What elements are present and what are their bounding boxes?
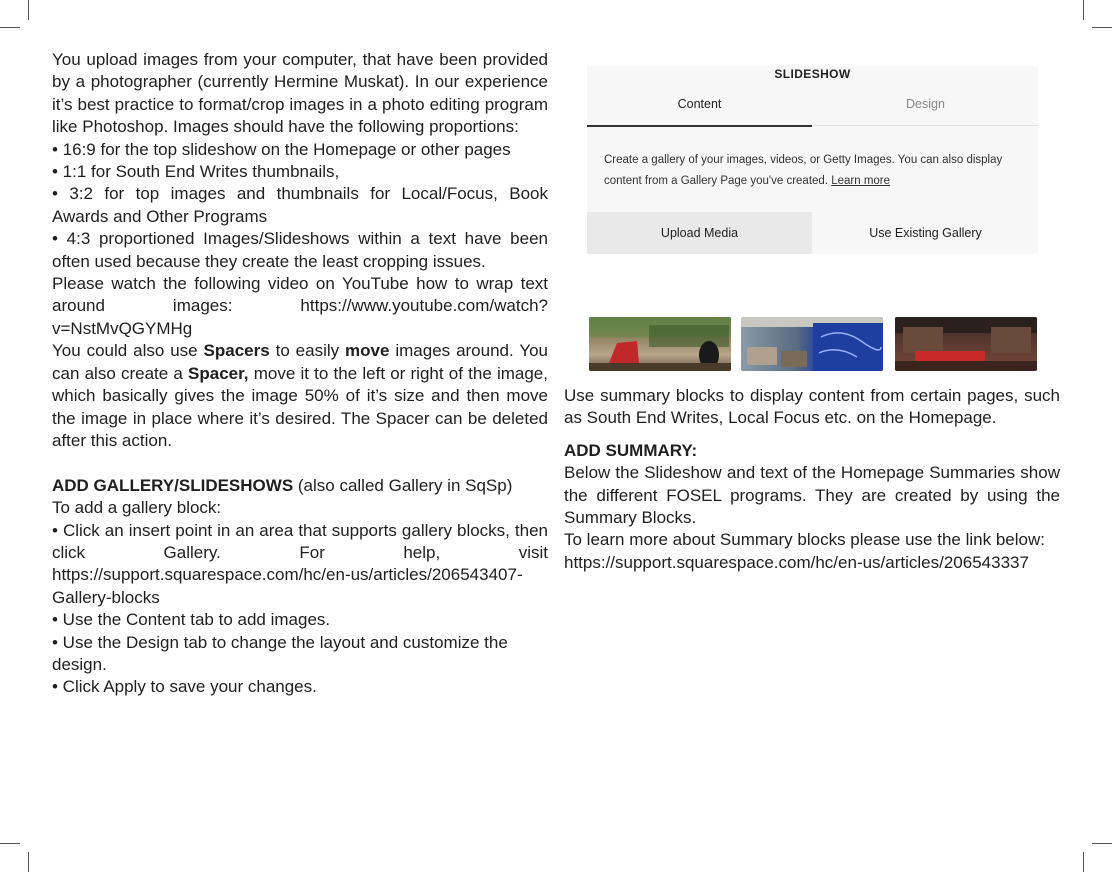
proportion-item: • 1:1 for South End Writes thumbnails,	[52, 162, 340, 182]
summary-heading: ADD SUMMARY:	[564, 440, 698, 460]
video-paragraph: Please watch the following video on YouTube how to wrap text around images: https://www.youtube.com/watch?v=NstMvQGYMHg	[52, 274, 548, 338]
panel-description: Create a gallery of your images, videos, or Getty Images. You can also display content from a Gallery Page you've created. Learn more	[604, 154, 1003, 187]
tab-content[interactable]: Content	[587, 97, 812, 127]
upload-media-button[interactable]: Upload Media	[587, 212, 812, 254]
summary-body: Below the Slideshow and text of the Homepage Summaries show the different FOSEL programs. They are created by using the Summary Blocks.	[564, 463, 1060, 528]
gallery-step: • Click an insert point in an area that supports gallery blocks, then click Gallery. For help, visit https://support.squarespace.com/hc/en-us/articles/206543407-Gallery-blocks	[52, 520, 548, 607]
crop-mark	[1083, 852, 1084, 872]
crop-mark	[28, 852, 29, 872]
gallery-step: • Use the Content tab to add images.	[52, 610, 331, 630]
gallery-step: • Use the Design tab to change the layout and customize the design.	[52, 632, 508, 674]
crop-mark	[1092, 843, 1112, 844]
move-bold: move	[345, 341, 390, 361]
slideshow-panel	[587, 66, 1038, 254]
thumbnail-lounge	[589, 317, 731, 371]
crop-mark	[28, 0, 29, 20]
spacer-bold: Spacer,	[188, 363, 249, 383]
proportion-item: • 4:3 proportioned Images/Slideshows within a text have been often used because they create the least cropping issues.	[52, 229, 548, 271]
proportion-item: • 3:2 for top images and thumbnails for Local/Focus, Book Awards and Other Programs	[52, 184, 548, 226]
gallery-intro: To add a gallery block:	[52, 498, 222, 518]
gallery-step: • Click Apply to save your changes.	[52, 677, 317, 697]
thumbnail-library	[895, 317, 1037, 371]
gallery-heading-note: (also called Gallery in SqSp)	[293, 475, 513, 495]
proportion-item: • 16:9 for the top slideshow on the Homepage or other pages	[52, 139, 511, 159]
intro-paragraph: You upload images from your computer, that have been provided by a photographer (currently Hermine Muskat). In our experience it’s best practice to format/crop images in a photo editing program like Photoshop. Images should have the following proportions:	[52, 50, 548, 137]
spacer-paragraph: You could also use Spacers to easily move images around. You can also create a Spacer, move it to the left or right of the image, which basically gives the image 50% of it’s size and then move the image in place where it’s desired. The Spacer can be deleted after this action.	[52, 341, 549, 450]
summary-link: https://support.squarespace.com/hc/en-us/articles/206543337	[564, 552, 1029, 572]
crop-mark	[1092, 27, 1112, 28]
use-existing-gallery-button[interactable]: Use Existing Gallery	[813, 212, 1038, 254]
summary-heading-line	[564, 440, 1060, 462]
panel-title: SLIDESHOW	[774, 67, 851, 81]
right-column	[564, 385, 1060, 574]
left-column	[52, 49, 548, 699]
learn-line: To learn more about Summary blocks please use the link below:	[564, 530, 1045, 550]
gallery-heading: ADD GALLERY/SLIDESHOWS	[52, 475, 294, 495]
summary-text: Use summary blocks to display content from certain pages, such as South End Writes, Local Focus etc. on the Homepage.	[564, 386, 1060, 428]
spacers-bold: Spacers	[203, 341, 270, 361]
tab-design[interactable]: Design	[813, 97, 1038, 126]
learn-more-link[interactable]: Learn more	[831, 175, 891, 187]
crop-mark	[0, 843, 20, 844]
gallery-heading-line	[52, 475, 548, 497]
crop-mark	[0, 27, 20, 28]
thumbnail-mural	[741, 317, 883, 371]
crop-mark	[1083, 0, 1084, 20]
